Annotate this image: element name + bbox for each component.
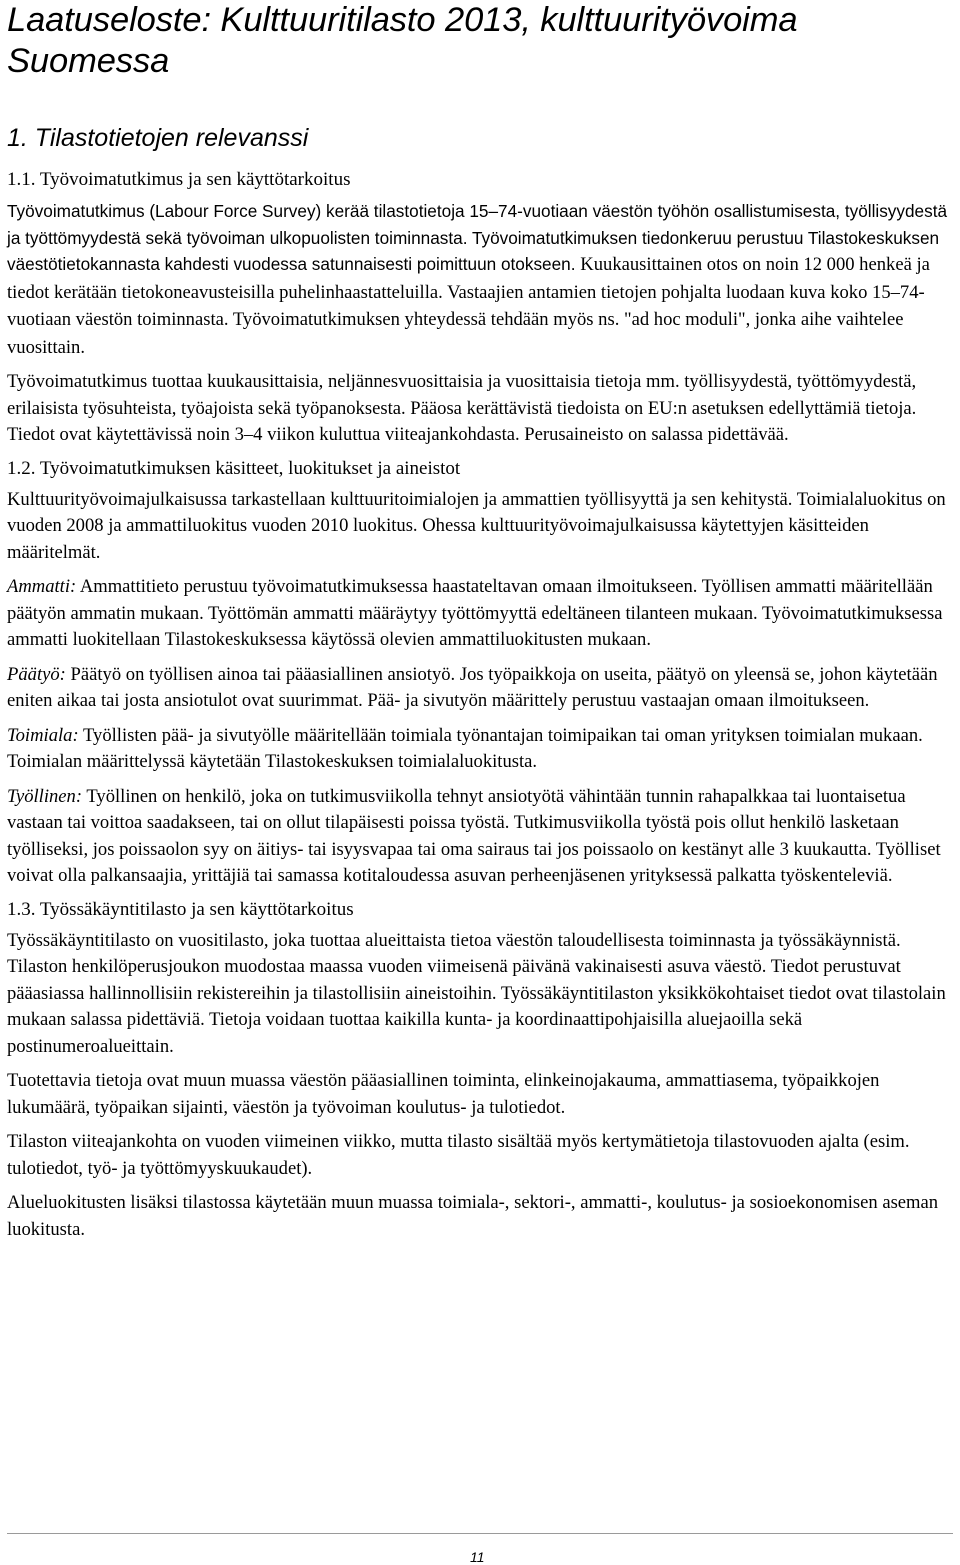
document-page [7,0,955,1243]
definition-text: Päätyö on työllisen ainoa tai pääasiallinen ansiotyö. Jos työpaikkoja on useita, päätyö on yleensä se, johon käytetään eniten aikaa tai josta ansiotulot ovat suurimmat. Pää- ja sivutyön määrittely perustuu vastaajan omaan ilmoitukseen. [7,663,938,711]
definition-tyollinen [7,784,955,890]
paragraph-lfs-intro [7,198,955,361]
subsection-heading-1-1: 1.1. Työvoimatutkimus ja sen käyttötarkoitus [7,169,351,190]
definition-ammatti [7,574,955,654]
paragraph-lfs-intro-text: Työvoimatutkimus (Labour Force Survey) kerää tilastotietoja 15–74-vuotiaan väestön työhön osallistumisesta, työllisyydestä ja työttömyydestä sekä työvoiman ulkopuolisten toiminnasta. Työvoimatutkimuksen tiedonkeruu perustuu Tilastokeskuksen väestötietokannasta kahdesti vuodessa satunnaisesti poimittuun otokseen. [7,201,948,274]
paragraph-concepts-intro: Kulttuurityövoimajulkaisussa tarkastellaan kulttuuritoimialojen ja ammattien työllisyyttä ja sen kehitystä. Toimialaluokitus on vuoden 2008 ja ammattiluokitus vuoden 2010 luokitus. Ohessa kulttuurityövoimajulkaisussa käytettyjen käsitteiden määritelmät. [7,488,946,563]
definition-paatyo [7,662,955,715]
document-title: Laatuseloste: Kulttuuritilasto 2013, kulttuurityövoima Suomessa [7,1,798,80]
paragraph-employment-stats: Työssäkäyntitilasto on vuositilasto, joka tuottaa alueittaista tietoa väestön taloudellisesta toiminnasta ja työssäkäynnistä. Tilaston henkilöperusjoukon muodostaa maassa vuoden viimeisenä päivänä vakinaisesti asuva väestö. Tiedot perustuvat pääasiassa hallinnollisiin rekistereihin ja tilastollisiin aineistoihin. Työssäkäyntitilaston yksikkökohtaiset tiedot ovat tilastolain mukaan salassa pidettäviä. Tietoja voidaan tuottaa kaikilla kunta- ja koordinaattipohjaisilla aluejaoilla sekä postinumeroalueittain. [7,929,946,1057]
definition-toimiala [7,723,955,776]
subsection-heading-1-3: 1.3. Työssäkäyntitilasto ja sen käyttötarkoitus [7,898,354,920]
definition-term: Päätyö: [7,663,66,685]
paragraph-lfs-sample-text: Kuukausittainen otos on noin 12 000 henkeä ja tiedot kerätään tietokoneavusteisilla puhelinhaastatteluilla. Vastaajien antamien tietojen pohjalta luodaan kuva koko 15–74-vuotiaan väestön toiminnasta. Työvoimatutkimuksen yhteydessä tehdään myös ns. "ad hoc moduli", jonka aihe vaihtelee vuosittain. [7,254,930,358]
subsection-heading-1-2: 1.2. Työvoimatutkimuksen käsitteet, luokitukset ja aineistot [7,457,461,479]
definition-text: Työllinen on henkilö, joka on tutkimusviikolla tehnyt ansiotyötä vähintään tunnin rahapalkkaa tai luontaisetua vastaan tai voittoa saadakseen, tai on ollut tilapäisesti poissa työstä. Tutkimusviikolla työstä pois ollut henkilö lasketaan työlliseksi, jos poissaolon syy on äitiys- tai isyysvapaa tai oma sairaus tai jos poissaolo on kestänyt alle 3 kuukautta. Työlliset voivat olla palkansaajia, yrittäjiä tai samassa kotitaloudessa asuvan perheenjäsenen yrityksessä palkatta työskenteleviä. [7,785,941,886]
definition-text: Työllisten pää- ja sivutyölle määritellään toimiala työnantajan toimipaikan tai oman yrityksen toimialan mukaan. Toimialan määrittelyssä käytetään Tilastokeskuksen toimialaluokitusta. [7,724,923,772]
definition-text: Ammattitieto perustuu työvoimatutkimuksessa haastateltavan omaan ilmoitukseen. Työllisen ammatti määritellään päätyön ammatin mukaan. Työttömän ammatti määräytyy työttömyyttä edeltäneen tilanteen mukaan. Työvoimatutkimuksessa ammatti luokitellaan Tilastokeskuksessa käytössä olevien ammattiluokitusten mukaan. [7,576,943,650]
definition-term: Työllinen: [7,785,83,807]
section-heading-relevance: 1. Tilastotietojen relevanssi [7,124,309,152]
paragraph-lfs-outputs: Työvoimatutkimus tuottaa kuukausittaisia, neljännesvuosittaisia ja vuosittaisia tietoja mm. työllisyydestä, työttömyydestä, erilaisista työsuhteista, työajoista sekä työpanoksesta. Pääosa kerättävistä tiedoista on EU:n asetuksen edellyttämiä tietoja. Tiedot ovat käytettävissä noin 3–4 viikon kuluttua viiteajankohdasta. Perusaineisto on salassa pidettävää. [7,371,917,445]
definition-term: Ammatti: [7,576,77,597]
page-number: 11 [470,1549,485,1565]
footer-divider [7,1533,953,1534]
definition-term: Toimiala: [7,724,79,746]
paragraph-produced-data: Tuotettavia tietoja ovat muun muassa väestön pääasiallinen toiminta, elinkeinojakauma, ammattiasema, työpaikkojen lukumäärä, työpaikan sijainti, väestön ja työvoiman koulutus- ja tulotiedot. [7,1070,880,1118]
paragraph-reference-time: Tilaston viiteajankohta on vuoden viimeinen viikko, mutta tilasto sisältää myös kertymätietoja tilastovuoden ajalta (esim. tulotiedot, työ- ja työttömyyskuukaudet). [7,1131,910,1179]
paragraph-classifications: Alueluokitusten lisäksi tilastossa käytetään muun muassa toimiala-, sektori-, ammatti-, koulutus- ja sosioekonomisen aseman luokitusta. [7,1192,939,1240]
